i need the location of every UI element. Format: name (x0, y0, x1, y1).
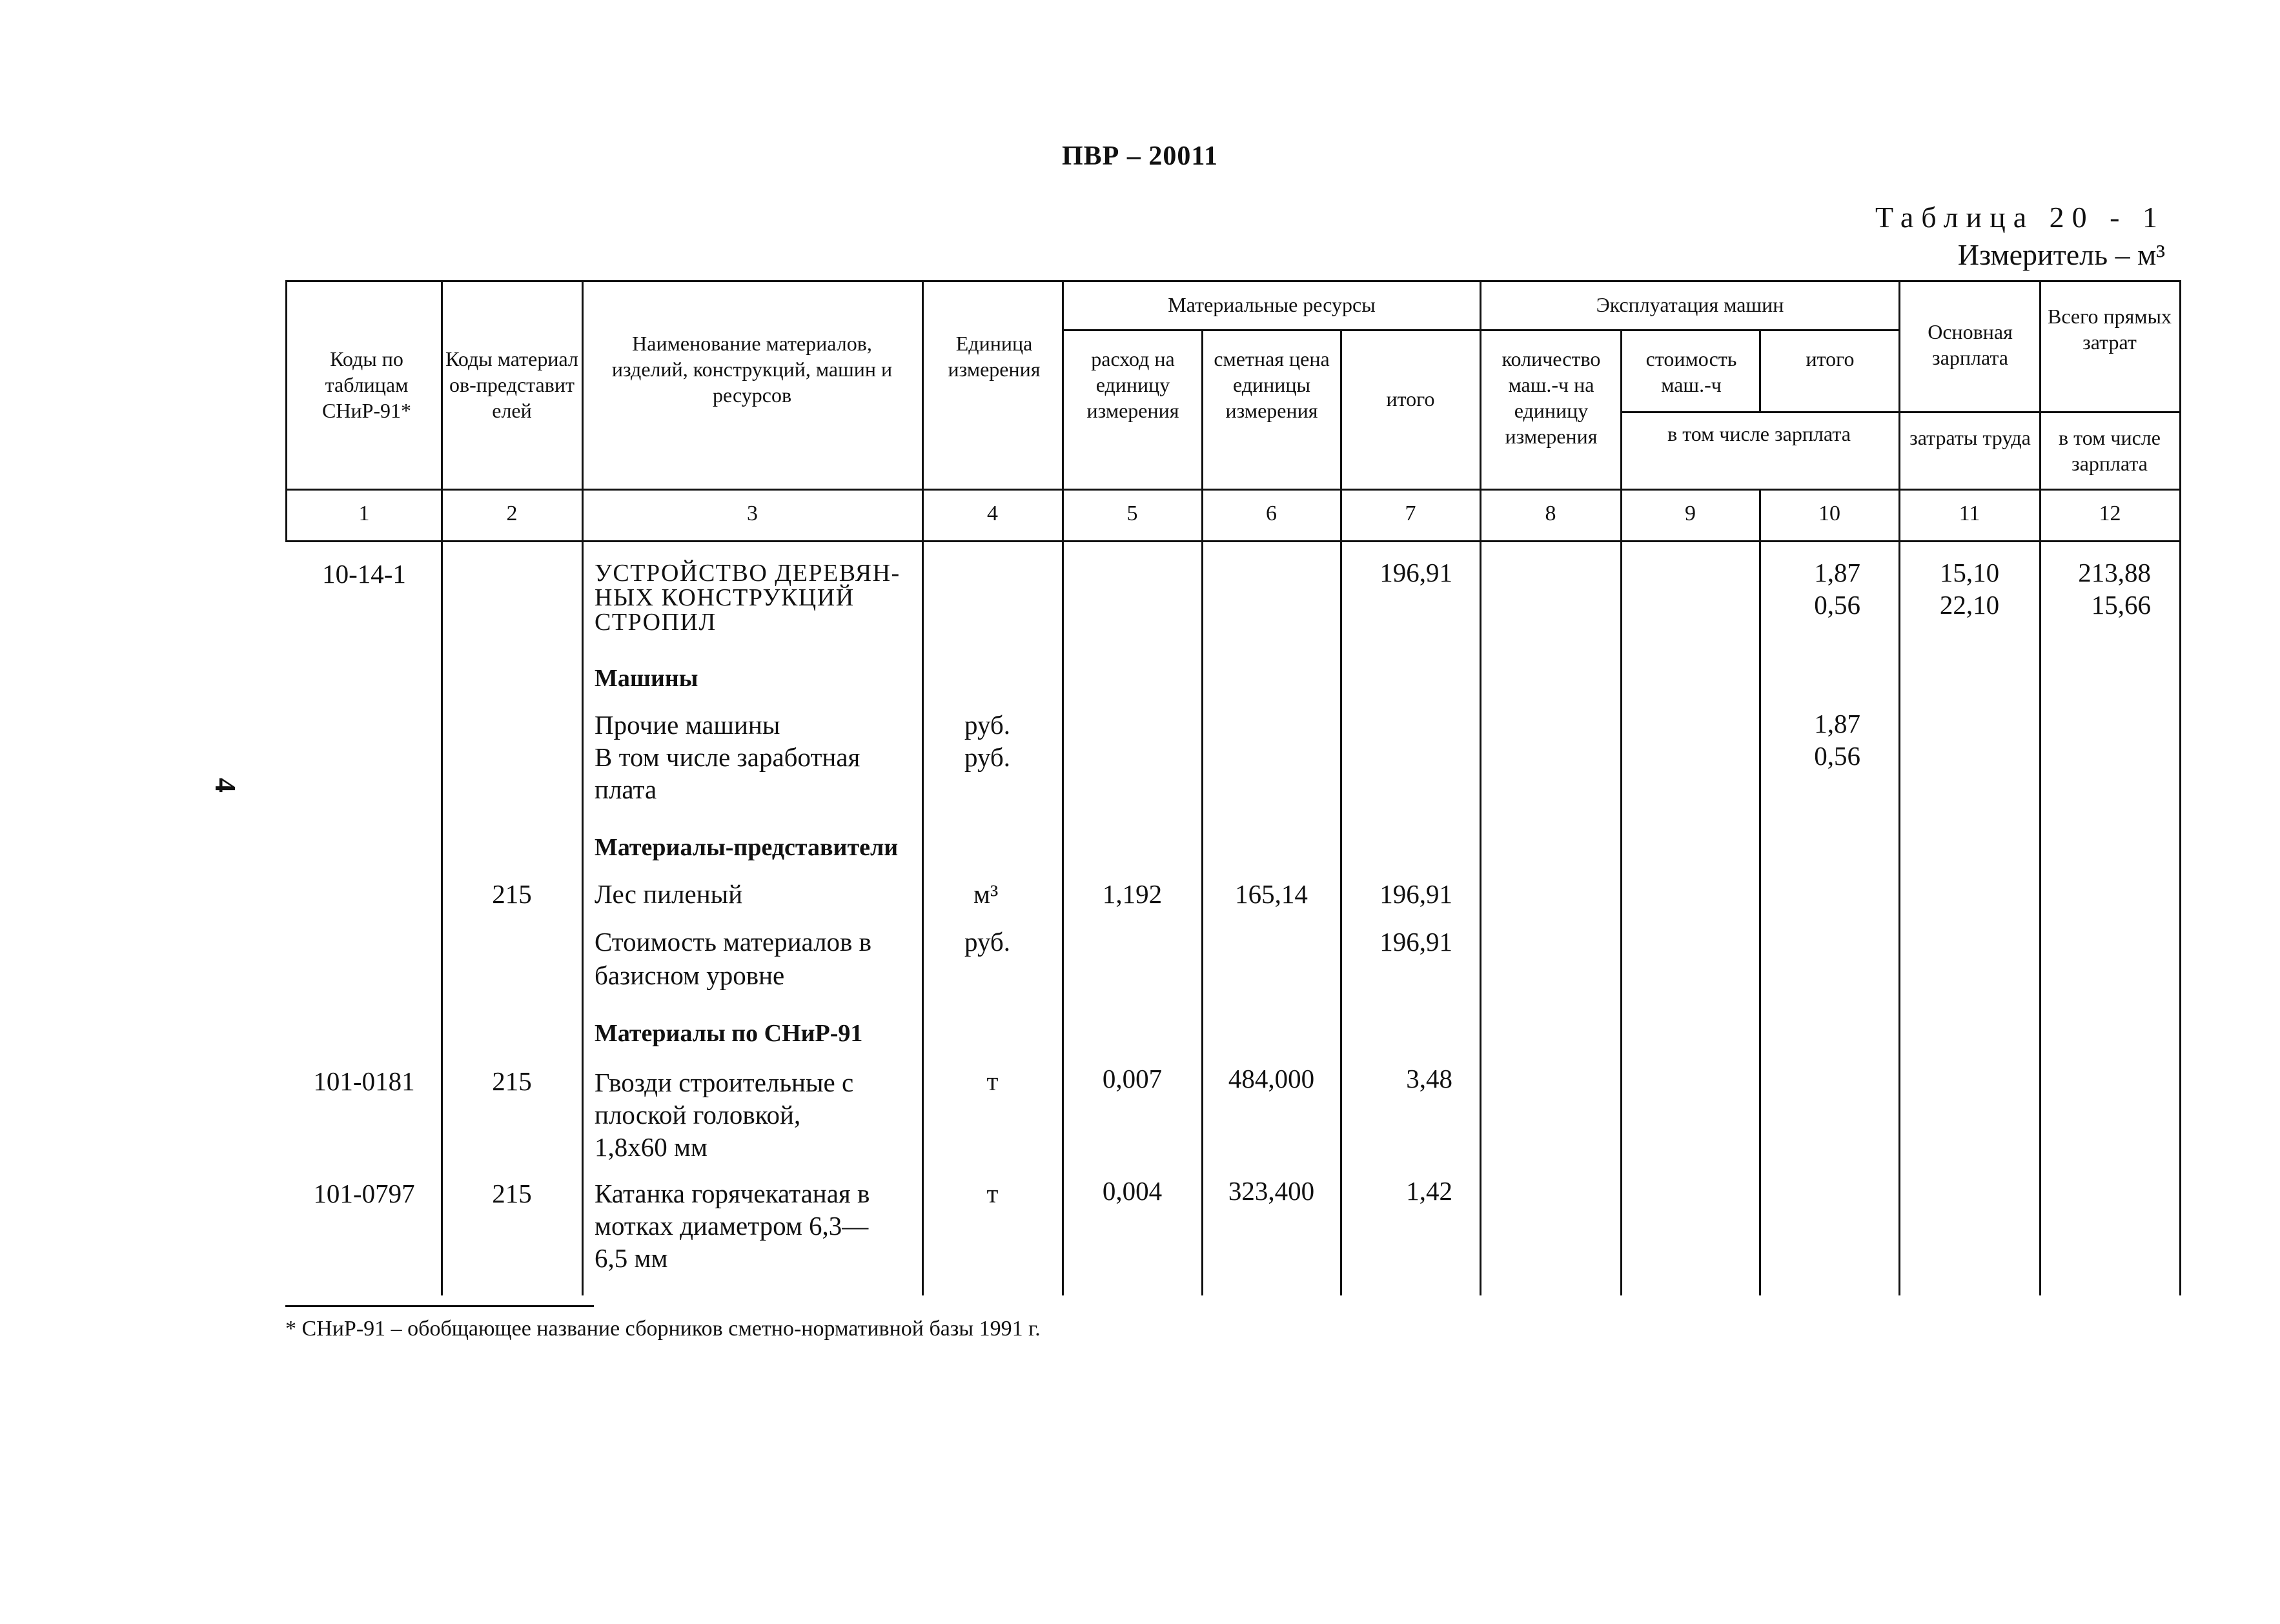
row-rep-code: 215 (492, 879, 532, 909)
row-machines-wage: 0,56 (1814, 741, 1860, 771)
row-unit: т (986, 1179, 999, 1208)
table-top-border (285, 280, 2181, 282)
machines-total: 1,87 (1814, 558, 1860, 587)
column-number: 6 (1266, 502, 1277, 525)
direct-wage: 15,66 (2091, 590, 2151, 620)
row-total: 3,48 (1406, 1064, 1452, 1093)
row-consumption: 0,004 (1102, 1176, 1163, 1206)
header-col4: Единица измерения (948, 332, 1041, 381)
col-divider-2-3 (582, 280, 584, 1295)
sub-header-divider (1620, 411, 2181, 413)
col-divider-9-10 (1759, 489, 1761, 1295)
col-divider-9-10-header (1759, 329, 1761, 411)
header-col2: Коды материалов-представителей (445, 347, 578, 422)
row-total: 1,42 (1406, 1176, 1452, 1206)
col-divider-3-4 (922, 280, 924, 1295)
row-name-line: В том числе заработная (595, 742, 860, 772)
col-divider-7-8 (1480, 280, 1481, 1295)
col-divider-5-6 (1201, 329, 1203, 1295)
table-left-border (285, 280, 287, 540)
row-price: 165,14 (1235, 879, 1308, 909)
row-name-line: 1,8x60 мм (595, 1132, 707, 1162)
row-name-line: НЫХ КОНСТРУКЦИЙ (595, 584, 855, 611)
column-number: 10 (1818, 502, 1840, 525)
col-divider-8-9 (1620, 329, 1622, 1295)
table-right-border (2179, 280, 2181, 1295)
header-col12-sub: в том числе зарплата (2059, 426, 2161, 475)
column-number: 2 (506, 502, 518, 525)
row-unit: м³ (973, 879, 999, 909)
row-name-line: плоской головкой, (595, 1100, 801, 1130)
table-caption-block (1875, 199, 2165, 274)
row-name-line: базисном уровне (595, 960, 785, 990)
column-number: 11 (1959, 502, 1980, 525)
row-price: 323,400 (1228, 1176, 1315, 1206)
col-divider-10-11 (1898, 280, 1900, 1295)
row-rep-code: 215 (492, 1179, 532, 1208)
materials-total: 196,91 (1379, 558, 1452, 587)
header-col7: итого (1386, 387, 1435, 411)
document-title: ПВР – 20011 (1061, 141, 1219, 171)
col-divider-6-7 (1340, 329, 1342, 1295)
row-consumption: 1,192 (1102, 879, 1163, 909)
header-group-machines: Эксплуатация машин (1596, 293, 1784, 316)
row-name: Прочие машины (595, 710, 780, 740)
column-numbers-bottom-border (285, 540, 2181, 542)
header-col6: сметная цена единицы измерения (1214, 347, 1330, 422)
header-col3: Наименование материалов, изделий, конструкций, машин и ресурсов (611, 332, 893, 407)
row-unit: т (986, 1066, 999, 1096)
row-name-line: Катанка горячекатаная в (595, 1179, 870, 1208)
header-col11-top: Основная зарплата (1928, 320, 2013, 369)
header-col11-sub: затраты труда (1909, 426, 2031, 449)
row-name-line: Гвозди строительные с (595, 1068, 854, 1097)
column-number: 3 (747, 502, 758, 525)
table-caption: Таблица 20 - 1 (1875, 201, 2165, 234)
row-price: 484,000 (1228, 1064, 1315, 1093)
column-number: 1 (358, 502, 370, 525)
column-number: 4 (987, 502, 998, 525)
header-col5: расход на единицу измерения (1086, 347, 1179, 422)
machines-wage: 0,56 (1814, 590, 1860, 620)
col-divider-4-5 (1062, 280, 1064, 1295)
row-code: 10-14-1 (322, 559, 406, 589)
row-name-line: УСТРОЙСТВО ДЕРЕВЯН- (595, 560, 901, 587)
col-divider-11-12 (2039, 280, 2041, 1295)
page-number: 4 (209, 778, 242, 793)
section-heading-snir: Материалы по СНиР-91 (595, 1020, 863, 1047)
column-number: 5 (1126, 502, 1138, 525)
row-machines-total: 1,87 (1814, 709, 1860, 738)
section-heading-representatives: Материалы-представители (595, 834, 899, 861)
row-name-line: мотках диаметром 6,3— (595, 1211, 869, 1241)
header-col1: Коды по таблицам СНиР-91* (321, 347, 412, 422)
row-code: 101-0181 (313, 1066, 415, 1096)
row-code: 101-0797 (313, 1179, 415, 1208)
row-name-line: 6,5 мм (595, 1243, 668, 1273)
labor-cost: 22,10 (1939, 590, 2000, 620)
row-name-line: Стоимость материалов в (595, 927, 871, 957)
direct-total: 213,88 (2078, 558, 2151, 587)
column-number: 9 (1685, 502, 1696, 525)
row-name: Лес пиленый (595, 879, 743, 909)
header-col9-10-sub: в том числе зарплата (1667, 422, 1851, 445)
basic-wage: 15,10 (1939, 558, 2000, 587)
row-total: 196,91 (1379, 879, 1452, 909)
unit-note: Измеритель – м³ (1957, 238, 2165, 271)
section-heading-machines: Машины (595, 665, 698, 692)
header-col8: количество маш.-ч на единицу измерения (1501, 347, 1601, 448)
row-name-line: СТРОПИЛ (595, 609, 717, 636)
footnote-rule (285, 1305, 594, 1307)
header-bottom-border (285, 489, 2181, 491)
column-number: 12 (2099, 502, 2121, 525)
row-unit: руб. (964, 742, 1011, 772)
column-number: 8 (1545, 502, 1556, 525)
row-unit: руб. (964, 927, 1011, 957)
row-name-line: плата (595, 775, 657, 804)
header-group-materials: Материальные ресурсы (1168, 293, 1376, 316)
row-total: 196,91 (1379, 927, 1452, 957)
row-rep-code: 215 (492, 1066, 532, 1096)
row-unit: руб. (964, 710, 1011, 740)
row-consumption: 0,007 (1102, 1064, 1163, 1093)
header-col12-top: Всего прямых затрат (2047, 305, 2172, 354)
column-number: 7 (1405, 502, 1416, 525)
footnote: * СНиР-91 – обобщающее название сборников сметно-нормативной базы 1991 г. (285, 1317, 1041, 1341)
header-col10: итого (1806, 347, 1855, 370)
header-col9: стоимость маш.-ч (1645, 347, 1737, 396)
